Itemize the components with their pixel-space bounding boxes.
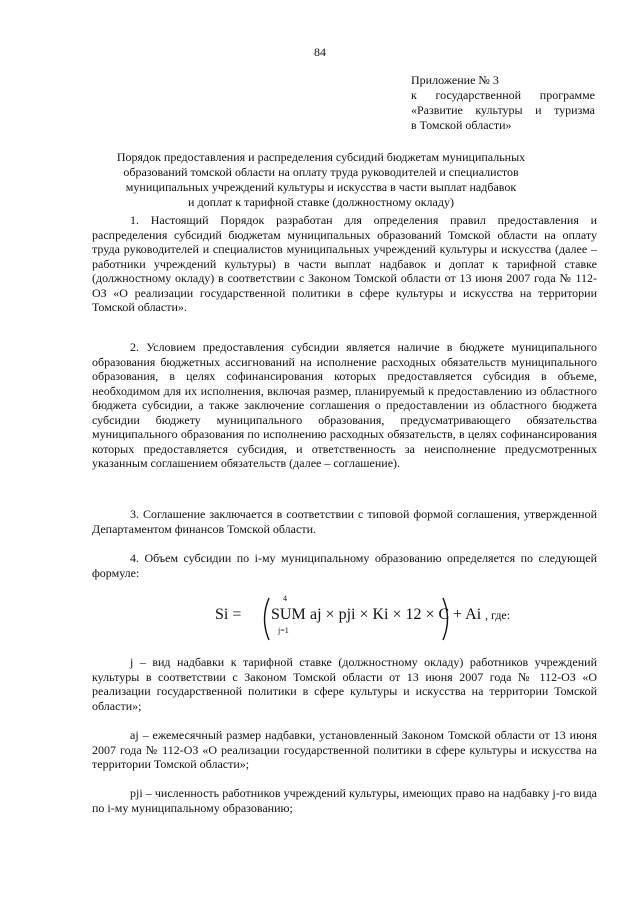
right-paren-icon — [441, 596, 453, 642]
paragraph-2 — [92, 340, 597, 471]
document-title — [96, 150, 546, 210]
definition-j — [92, 655, 597, 713]
paragraph-3 — [92, 507, 597, 536]
appendix-line-4: в Томской области» — [411, 118, 512, 132]
definition-aj-text: aj – ежемесячный размер надбавки, установленный Законом Томской области от 13 июня 2007 года № 112-ОЗ «О реализации государственной политики в сфере культуры и искусства на территории Томской области»; — [92, 728, 597, 771]
subsidy-formula — [215, 594, 511, 642]
title-line-4: и доплат к тарифной ставке (должностному окладу) — [188, 195, 454, 209]
paragraph-4-text: 4. Объем субсидии по i-му муниципальному образованию определяется по следующей формуле: — [92, 551, 597, 580]
page-number: 84 — [314, 45, 326, 59]
sum-lower-limit: j=1 — [278, 626, 289, 635]
left-paren-icon — [259, 596, 271, 642]
formula-tail: + Ai — [453, 606, 482, 623]
title-line-1: Порядок предоставления и распределения субсидий бюджетам муниципальных — [116, 150, 526, 164]
paragraph-1-text: 1. Настоящий Порядок разработан для определения правил предоставления и распределения субсидий бюджетам муниципальных образований Томской области на оплату труда руководителей и специалистов муниципальных учреждений культуры и искусства (далее – работники учреждений культуры) в части выплат надбавок и доплат к тарифной ставке (должностному окладу) в соответствии с Законом Томской области от 13 июня 2007 года № 112-ОЗ «О реализации государственной политики в сфере культуры и искусства на территории Томской области». — [92, 213, 597, 314]
paragraph-2-text: 2. Условием предоставления субсидии является наличие в бюджете муниципального образования бюджетных ассигнований на исполнение расходных обязательств муниципального образования, в целях софинансирования которых предоставляется субсидия в объеме, необходимом для их исполнения, включая размер, планируемый к предоставлению из областного бюджета субсидии, а также заключение соглашения о предоставлении из областного бюджета субсидии бюджету муниципального образования, предусматривающего обязательства муниципального образования по исполнению расходных обязательств, в целях софинансирования которых предоставляется субсидия, и ответственность за неисполнение предусмотренных указанным соглашением обязательств (далее – соглашение). — [92, 340, 597, 470]
title-line-3: муниципальных учреждений культуры и искусства в части выплат надбавок — [125, 180, 517, 194]
formula-lhs: Si = — [215, 606, 242, 623]
paragraph-4 — [92, 551, 597, 580]
formula-suffix: , где: — [485, 608, 511, 622]
paragraph-1 — [92, 213, 597, 315]
appendix-line-2: к государственной программе — [411, 88, 595, 102]
sum-upper-limit: 4 — [283, 594, 287, 603]
formula-body: aj × pji × Ki × 12 × C — [310, 606, 450, 623]
title-line-2: образований томской области на оплату труда руководителей и специалистов — [123, 165, 519, 179]
appendix-line-3: «Развитие культуры и туризма — [411, 103, 595, 117]
paragraph-3-text: 3. Соглашение заключается в соответствии с типовой формой соглашения, утвержденной Департаментом финансов Томской области. — [92, 507, 597, 536]
definition-aj — [92, 728, 597, 772]
appendix-line-1: Приложение № 3 — [411, 73, 499, 87]
definition-j-text: j – вид надбавки к тарифной ставке (должностному окладу) работников учреждений культуры в соответствии с Законом Томской области от 13 июня 2007 года № 112-ОЗ «О реализации государственной политики в сфере культуры и искусства на территории Томской области»; — [92, 655, 597, 713]
formula-sum: SUM — [271, 606, 306, 623]
definition-pji — [92, 786, 597, 815]
appendix-header — [411, 73, 595, 133]
definition-pji-text: pji – численность работников учреждений культуры, имеющих право на надбавку j-го вида по i-му муниципальному образованию; — [92, 786, 597, 815]
